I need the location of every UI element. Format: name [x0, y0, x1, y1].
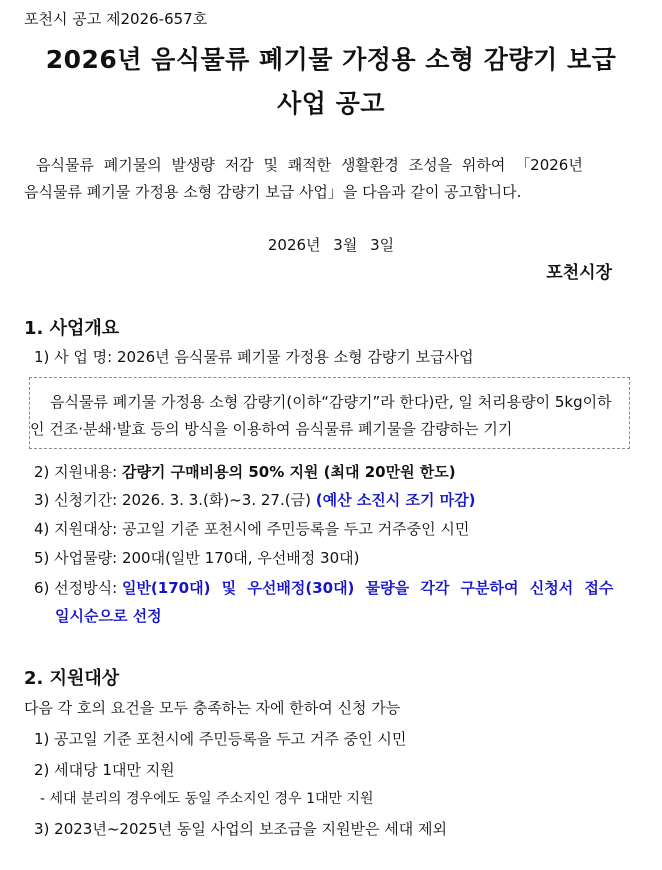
page-title-line1: 2026년 음식물류 폐기물 가정용 소형 감량기 보급	[45, 45, 617, 74]
section1-item-target: 4) 지원대상: 공고일 기준 포천시에 주민등록을 두고 거주중인 시민	[34, 520, 470, 538]
section2-intro: 다음 각 호의 요건을 모두 충족하는 자에 한하여 신청 가능	[24, 699, 401, 717]
issuer-name: 포천시장	[546, 263, 612, 283]
section1-heading: 1. 사업개요	[24, 318, 120, 339]
selection-method-line2: 일시순으로 선정	[55, 607, 162, 625]
notice-date: 2026년 3월 3일	[267, 236, 395, 254]
section1-item-period	[34, 489, 476, 510]
section2-item-exclusion: 3) 2023년~2025년 동일 사업의 보조금을 지원받은 세대 제외	[34, 820, 447, 838]
section2-heading: 2. 지원대상	[24, 668, 120, 689]
definition-line1: 음식물류 폐기물 가정용 소형 감량기(이하“감량기”라 한다)란, 일 처리용량이 5kg이하	[50, 393, 612, 411]
support-detail: 감량기 구매비용의 50% 지원 (최대 20만원 한도)	[121, 463, 456, 481]
notice-number: 포천시 공고 제2026-657호	[24, 10, 208, 28]
period-label: 3) 신청기간: 2026. 3. 3.(화)~3. 27.(금)	[34, 491, 316, 509]
period-early-close-note: (예산 소진시 조기 마감)	[315, 491, 476, 509]
section1-item-support	[34, 461, 456, 482]
support-label: 2) 지원내용:	[34, 463, 122, 481]
section1-item-project-name: 1) 사 업 명: 2026년 음식물류 폐기물 가정용 소형 감량기 보급사업	[34, 348, 474, 366]
page-title-line2: 사업 공고	[277, 89, 385, 118]
section1-item-selection	[34, 577, 613, 598]
section1-item-quantity: 5) 사업물량: 200대(일반 170대, 우선배정 30대)	[34, 549, 360, 567]
selection-method-line1: 일반(170대) 및 우선배정(30대) 물량을 각각 구분하여 신청서 접수	[121, 579, 614, 597]
section2-item-one-per-household: 2) 세대당 1대만 지원	[34, 761, 175, 779]
intro-line1: 음식물류 폐기물의 발생량 저감 및 쾌적한 생활환경 조성을 위하여 「2026년	[36, 156, 583, 174]
definition-box	[29, 377, 630, 449]
selection-label: 6) 선정방식:	[34, 579, 122, 597]
intro-line2: 음식물류 폐기물 가정용 소형 감량기 보급 사업」을 다음과 같이 공고합니다.	[24, 183, 522, 201]
section2-item-note: - 세대 분리의 경우에도 동일 주소지인 경우 1대만 지원	[40, 791, 374, 807]
definition-line2: 인 건조·분쇄·발효 등의 방식을 이용하여 음식물류 폐기물을 감량하는 기기	[30, 420, 513, 438]
section2-item-residency: 1) 공고일 기준 포천시에 주민등록을 두고 거주 중인 시민	[34, 730, 407, 748]
